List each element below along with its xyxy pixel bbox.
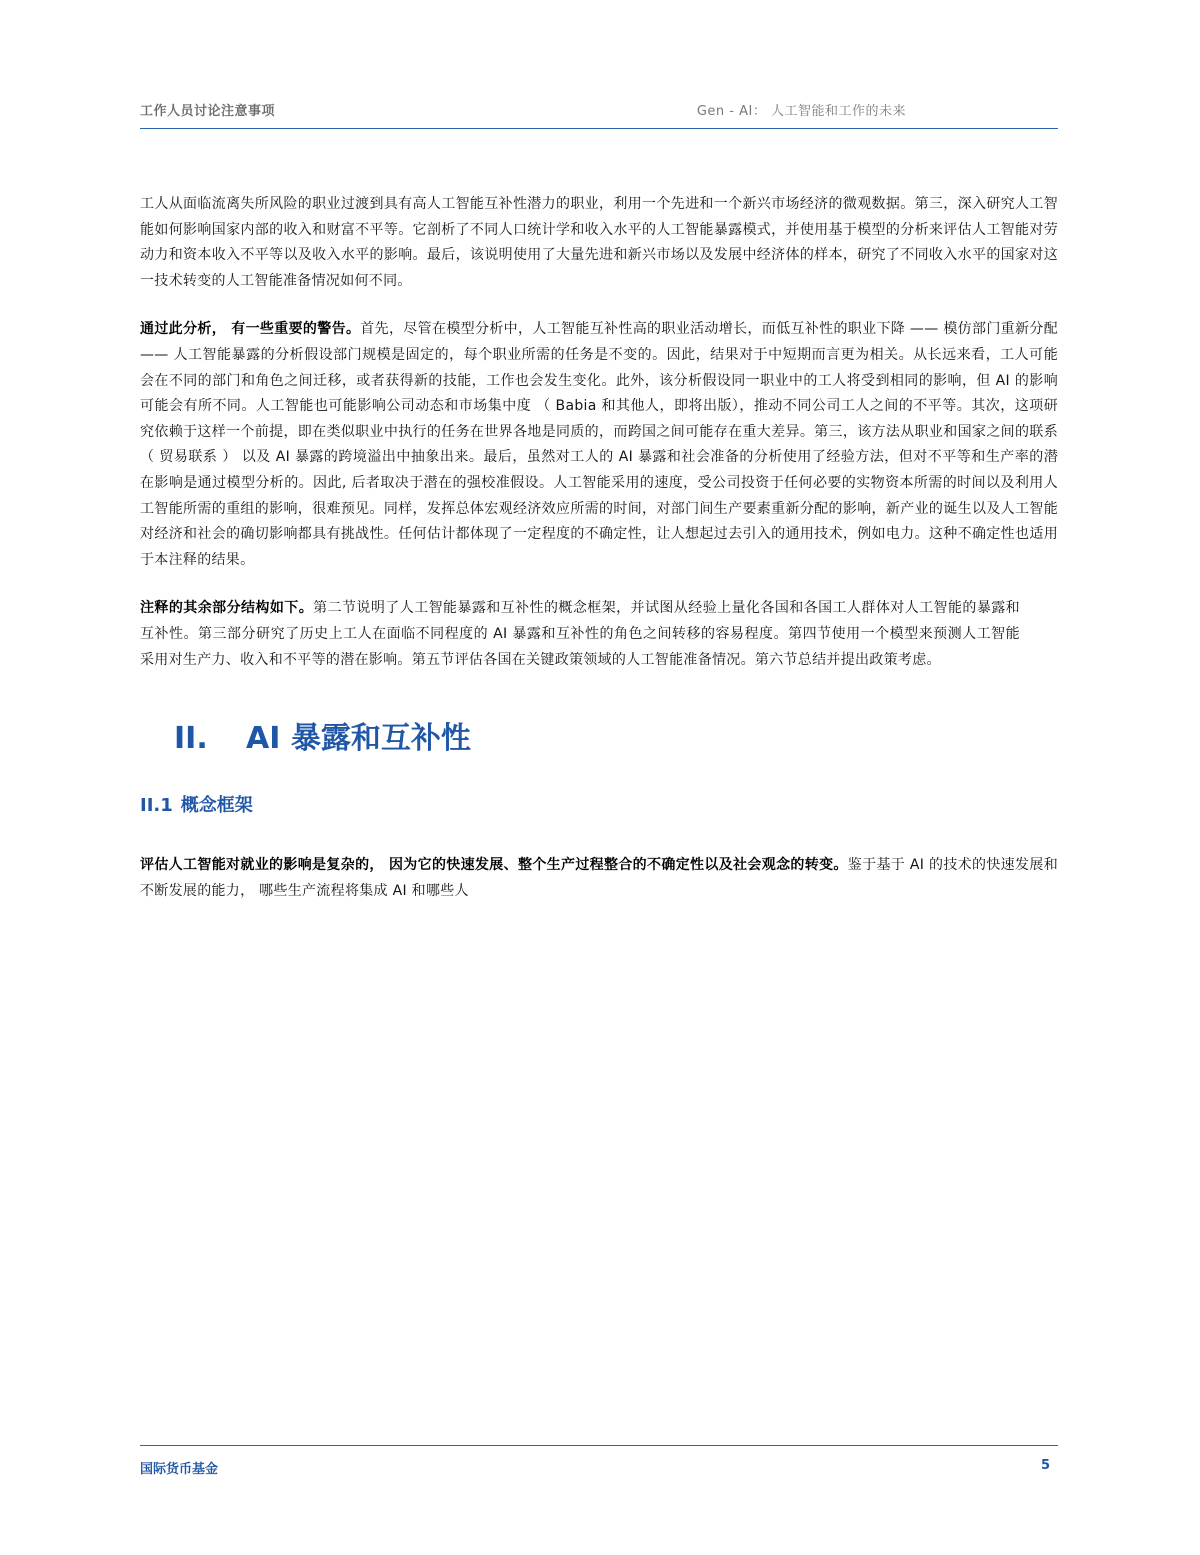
paragraph-caveats-text: 首先，尽管在模型分析中，人工智能互补性高的职业活动增长，而低互补性的职业下降 —— 模仿部门重新分配 —— 人工智能暴露的分析假设部门规模是固定的，每个职业所需的任务是不变的。因此，结果对于中短期而言更为相关。从长远来看，工人可能会在不同的部门和角色之间迁移，或者获得新的技能，工作也会发生变化。此外，该分析假设同一职业中的工人将受到相同的影响，但 AI 的影响可能会有所不同。人工智能也可能影响公司动态和市场集中度 （ Babia 和其他人，即将出版），推动不同公司工人之间的不平等。其次，这项研究依赖于这样一个前提，即在类似职业中执行的任务在世界各地是同质的，而跨国之间可能存在重大差异。第三，该方法从职业和国家之间的联系 （ 贸易联系 ） 以及 AI 暴露的跨境溢出中抽象出来。最后，虽然对工人的 AI 暴露和社会准备的分析使用了经验方法，但对不平等和生产率的潜在影响是通过模型分析的。因此, 后者取决于潜在的强校准假设。人工智能采用的速度，受公司投资于任何必要的实物资本所需的时间以及利用人工智能所需的重组的影响，很难预见。同样，发挥总体宏观经济效应所需的时间，对部门间生产要素重新分配的影响，新产业的诞生以及人工智能对经济和社会的确切影响都具有挑战性。任何估计都体现了一定程度的不确定性，让人想起过去引入的通用技术，例如电力。这种不确定性也适用于本注释的结果。	[140, 321, 1058, 568]
paragraph-assessment-text: 鉴于基于 AI 的技术的快速发展和不断发展的能力， 哪些生产流程将集成 AI 和哪些人	[140, 857, 1058, 899]
section-title: AI 暴露和互补性	[246, 721, 471, 757]
header-document-title: Gen - AI： 人工智能和工作的未来	[696, 104, 906, 119]
paragraph-caveats-lead: 通过此分析， 有一些重要的警告。	[140, 321, 361, 338]
footer-organization: 国际货币基金	[140, 1462, 219, 1477]
page-number: 5	[1040, 1458, 1050, 1473]
section-number: II.	[174, 721, 208, 757]
section-heading	[140, 713, 1058, 757]
paragraph-intro-continued: 工人从面临流离失所风险的职业过渡到具有高人工智能互补性潜力的职业，利用一个先进和一个新兴市场经济的微观数据。第三，深入研究人工智能如何影响国家内部的收入和财富不平等。它剖析了不同人口统计学和收入水平的人工智能暴露模式，并使用基于模型的分析来评估人工智能对劳动力和资本收入不平等以及收入水平的影响。最后，该说明使用了大量先进和新兴市场以及发展中经济体的样本，研究了不同收入水平的国家对这一技术转变的人工智能准备情况如何不同。	[140, 196, 1058, 289]
header-series-title: 工作人员讨论注意事项	[140, 104, 276, 119]
page-footer	[140, 1445, 1058, 1476]
page-header	[140, 98, 1058, 129]
subsection-heading	[140, 791, 1058, 817]
subsection-number: II.1	[140, 795, 173, 817]
subsection-title: 概念框架	[180, 795, 253, 817]
page-body	[140, 192, 1058, 927]
paragraph-structure	[140, 596, 1020, 673]
paragraph-structure-lead: 注释的其余部分结构如下。	[140, 600, 314, 617]
paragraph-assessment-lead: 评估人工智能对就业的影响是复杂的， 因为它的快速发展、整个生产过程整合的不确定性以及社会观念的转变。	[140, 857, 848, 874]
paragraph-structure-text: 第二节说明了人工智能暴露和互补性的概念框架，并试图从经验上量化各国和各国工人群体对人工智能的暴露和互补性。第三部分研究了历史上工人在面临不同程度的 AI 暴露和互补性的角色之间转移的容易程度。第四节使用一个模型来预测人工智能采用对生产力、收入和不平等的潜在影响。第五节评估各国在关键政策领域的人工智能准备情况。第六节总结并提出政策考虑。	[140, 600, 1020, 668]
paragraph-caveats	[140, 317, 1058, 573]
paragraph-assessment	[140, 853, 1058, 904]
